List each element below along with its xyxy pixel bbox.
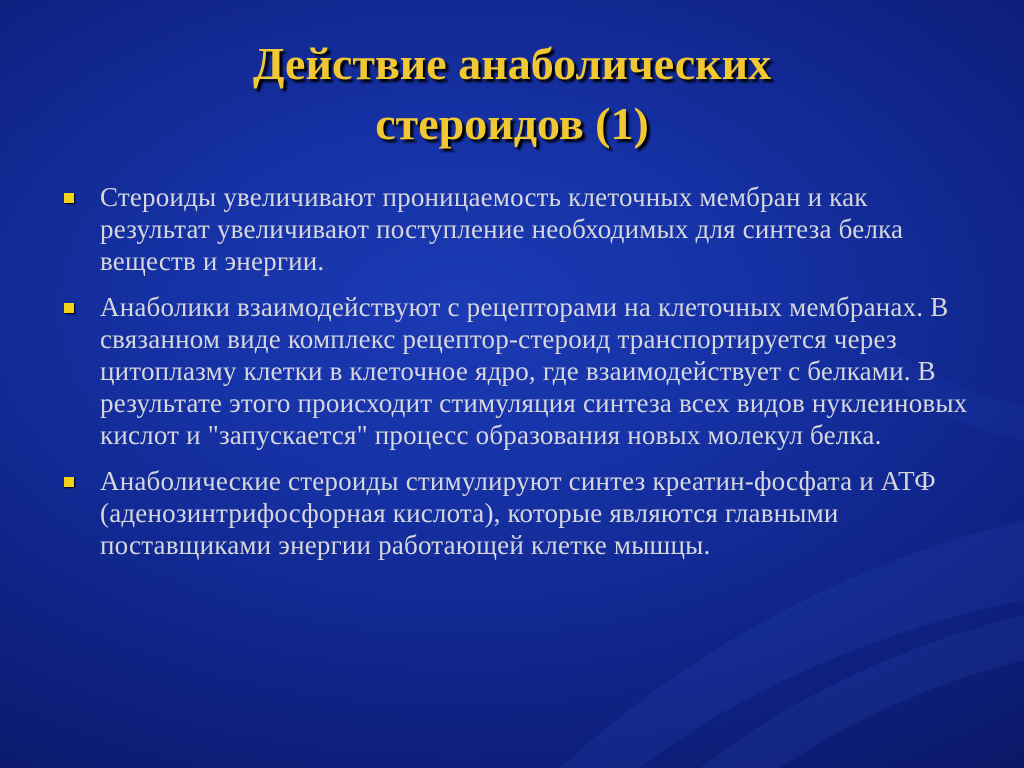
bullet-list <box>60 181 970 575</box>
bullet-item <box>60 181 970 277</box>
bullet-text: Анаболики взаимодействуют с рецепторами на клеточных мембранах. В связанном виде комплекс рецептор-стероид транспортируется через цитоплазму клетки в клеточное ядро, где взаимодействует с белками. В результате этого происходит стимуляция синтеза всех видов нуклеиновых кислот и "запускается" процесс образования новых молекул белка. <box>100 292 968 450</box>
bullet-item <box>60 465 970 561</box>
title-line-2: стероидов (1) <box>375 98 649 149</box>
bullet-text: Анаболические стероиды стимулируют синтез креатин-фосфата и АТФ (аденозинтрифосфорная кислота), которые являются главными поставщиками энергии работающей клетке мышцы. <box>100 466 936 560</box>
square-bullet-icon <box>64 477 74 487</box>
slide-title <box>60 34 964 154</box>
bullet-item <box>60 291 970 451</box>
bullet-text: Стероиды увеличивают проницаемость клеточных мембран и как результат увеличивают поступление необходимых для синтеза белка веществ и энергии. <box>100 182 904 276</box>
title-line-1: Действие анаболических <box>252 38 772 89</box>
square-bullet-icon <box>64 303 74 313</box>
square-bullet-icon <box>64 193 74 203</box>
